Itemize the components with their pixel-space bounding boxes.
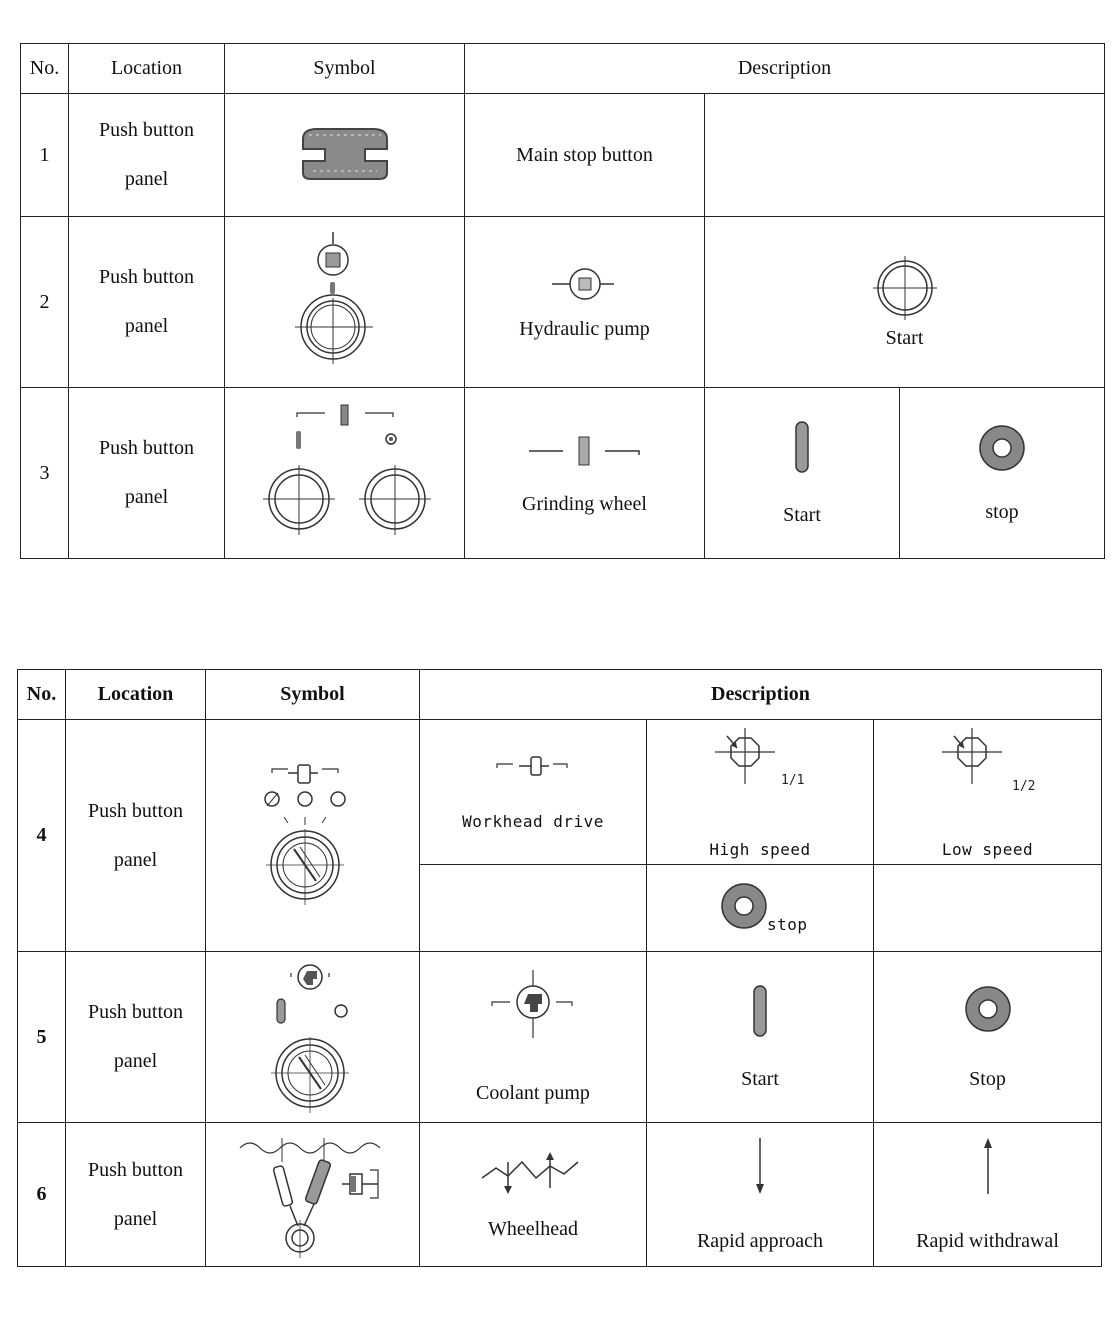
- location-line: panel: [124, 486, 169, 508]
- row-desc-3: [900, 388, 1105, 559]
- rapid-approach-label: Rapid approach: [696, 1230, 824, 1252]
- wheelhead-panel-icon: [238, 1130, 388, 1260]
- start-label: Start: [783, 503, 821, 526]
- grinding-wheel-icon: [525, 431, 645, 471]
- location-line: Push button: [98, 437, 195, 459]
- stop-button-icon: [977, 423, 1027, 473]
- low-speed-label: Low speed: [941, 840, 1034, 859]
- start-label: Start: [885, 326, 924, 349]
- table-header-row: [18, 670, 1102, 720]
- table-row: [21, 217, 1105, 388]
- header-symbol: Symbol: [225, 44, 465, 94]
- row-desc-1: [420, 720, 647, 865]
- table-row: [21, 94, 1105, 217]
- row-desc-1: [420, 1123, 647, 1267]
- row-desc-1: [465, 388, 705, 559]
- stop-label: stop: [767, 915, 808, 934]
- rapid-withdrawal-label: Rapid withdrawal: [916, 1230, 1059, 1252]
- location-line: panel: [124, 315, 169, 337]
- header-symbol: Symbol: [206, 670, 420, 720]
- row-desc-empty: [705, 94, 1105, 217]
- location-line: Push button: [98, 266, 195, 288]
- row-symbol: [225, 217, 465, 388]
- coolant-pump-panel-icon: [263, 959, 363, 1115]
- location-line: panel: [113, 1050, 158, 1072]
- grinding-wheel-panel-icon: [255, 403, 435, 543]
- row-number: 3: [21, 388, 69, 559]
- arrow-down-icon: [750, 1136, 770, 1196]
- location-line: panel: [113, 1207, 158, 1230]
- location-line: Push button: [87, 1001, 184, 1023]
- row-number: 5: [18, 952, 66, 1123]
- location-line: panel: [113, 848, 158, 871]
- symbol-table-1: [20, 43, 1105, 559]
- row-desc-stop: [647, 865, 874, 952]
- header-no: No.: [18, 670, 66, 720]
- emergency-stop-icon: [295, 125, 395, 185]
- location-line: Push button: [87, 799, 184, 822]
- row-symbol: [206, 720, 420, 952]
- hydraulic-pump-label: Hydraulic pump: [519, 317, 650, 340]
- location-line: Push button: [87, 1158, 184, 1181]
- row-desc-empty: [420, 865, 647, 952]
- row-desc-1: [420, 952, 647, 1123]
- workhead-drive-panel-icon: [258, 761, 368, 911]
- hydraulic-pump-panel-icon: [295, 232, 395, 372]
- row-desc-3: [874, 1123, 1102, 1267]
- table-row: [18, 952, 1102, 1123]
- row-symbol: [206, 952, 420, 1123]
- table-row: [18, 720, 1102, 865]
- symbol-table-2: [17, 669, 1102, 1267]
- grinding-wheel-label: Grinding wheel: [522, 492, 647, 515]
- row-desc-3: [874, 720, 1102, 865]
- coolant-pump-label: Coolant pump: [476, 1081, 590, 1104]
- stop-button-icon: [719, 881, 769, 931]
- row-desc-empty: [874, 865, 1102, 952]
- high-speed-label: High speed: [709, 840, 811, 859]
- row-desc-3: [874, 952, 1102, 1123]
- stop-label: stop: [985, 500, 1019, 523]
- start-label: Start: [741, 1067, 779, 1090]
- row-location: [66, 952, 206, 1123]
- row-number: 6: [18, 1123, 66, 1267]
- row-symbol: [225, 388, 465, 559]
- row-desc-2: [705, 388, 900, 559]
- row-desc-1: Main stop button: [465, 94, 705, 217]
- row-location: [69, 94, 225, 217]
- row-symbol: [206, 1123, 420, 1267]
- location-line: panel: [124, 168, 169, 190]
- low-speed-ratio: 1/2: [1012, 779, 1036, 794]
- start-icon: [870, 255, 940, 321]
- low-speed-icon: [934, 728, 1044, 798]
- wheelhead-label: Wheelhead: [488, 1218, 578, 1240]
- row-location: [66, 1123, 206, 1267]
- stop-button-icon: [963, 984, 1013, 1034]
- workhead-drive-label: Workhead drive: [462, 811, 604, 831]
- high-speed-icon: [707, 728, 817, 798]
- row-desc-1: [465, 217, 705, 388]
- row-desc-2: [647, 952, 874, 1123]
- row-symbol: [225, 94, 465, 217]
- table-row: [21, 388, 1105, 559]
- start-button-icon: [787, 420, 817, 476]
- header-no: No.: [21, 44, 69, 94]
- row-location: [66, 720, 206, 952]
- coolant-pump-icon: [488, 970, 578, 1040]
- row-number: 2: [21, 217, 69, 388]
- table-header-row: [21, 44, 1105, 94]
- row-desc-2: [647, 1123, 874, 1267]
- start-button-icon: [745, 984, 775, 1040]
- header-location: Location: [66, 670, 206, 720]
- arrow-up-icon: [978, 1136, 998, 1196]
- workhead-drive-icon: [493, 754, 573, 784]
- location-line: Push button: [98, 119, 195, 141]
- wheelhead-icon: [478, 1148, 588, 1198]
- row-number: 1: [21, 94, 69, 217]
- row-location: [69, 388, 225, 559]
- table-row: [18, 1123, 1102, 1267]
- header-description: Description: [420, 670, 1102, 720]
- row-desc-2: [647, 720, 874, 865]
- stop-label: Stop: [969, 1067, 1006, 1090]
- header-description: Description: [465, 44, 1105, 94]
- hydraulic-pump-icon: [550, 264, 620, 304]
- row-number: 4: [18, 720, 66, 952]
- header-location: Location: [69, 44, 225, 94]
- high-speed-ratio: 1/1: [781, 773, 805, 788]
- row-desc-2: [705, 217, 1105, 388]
- row-location: [69, 217, 225, 388]
